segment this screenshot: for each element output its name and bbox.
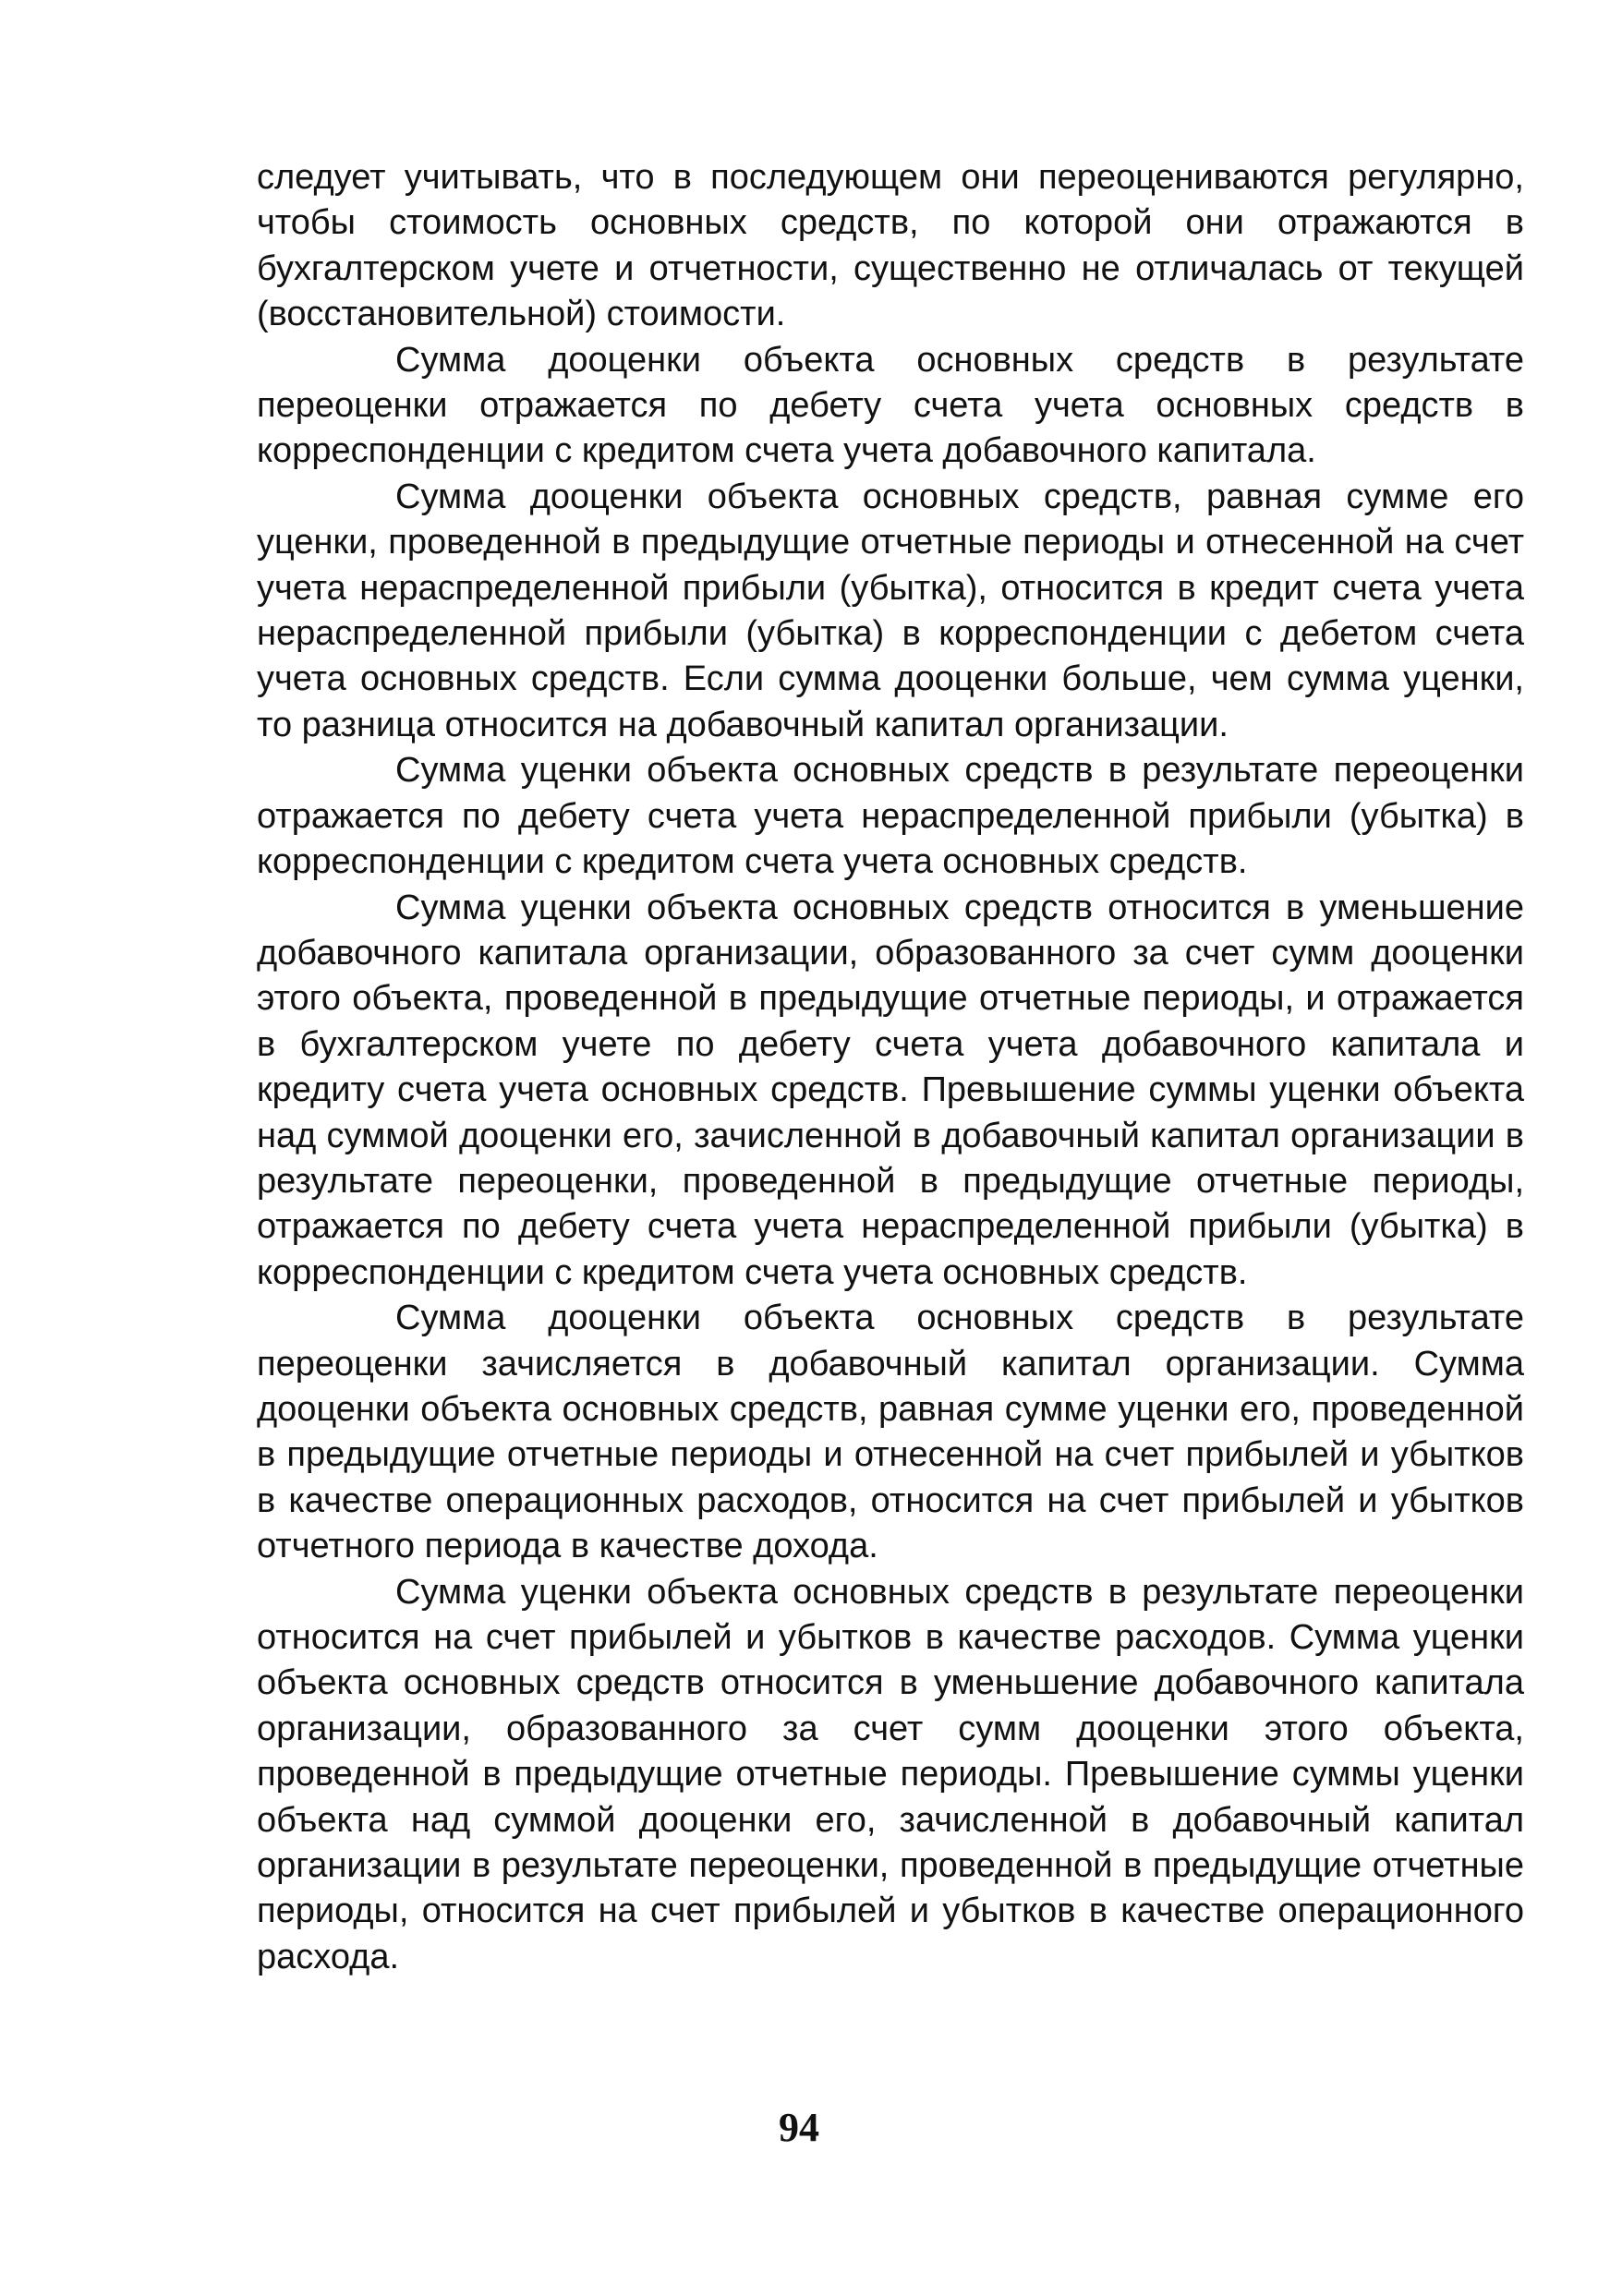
paragraph: Сумма дооценки объекта основных средств в результате переоценки отражается по дебету счета учета основных средств в корреспонденции с кредитом счета учета добавочного капитала.	[257, 340, 1524, 471]
paragraph: Сумма уценки объекта основных средств относится в уменьшение добавочного капитала организации, образованного за счет сумм дооценки этого объекта, проведенной в предыдущие отчетные периоды, и отражается в бухгалтерском учете по дебету счета учета добавочного капитала и кредиту счета учета основных средств. Превышение суммы уценки объекта над суммой дооценки его, зачисленной в добавочный капитал организации в результате переоценки, проведенной в предыдущие отчетные периоды, отражается по дебету счета учета нераспределенной прибыли (убытка) в корреспонденции с кредитом счета учета основных средств.	[257, 888, 1524, 1292]
paragraph: Сумма уценки объекта основных средств в результате переоценки относится на счет прибылей и убытков в качестве расходов. Сумма уценки объекта основных средств относится в уменьшение добавочного капитала организации, образованного за счет сумм дооценки этого объекта, проведенной в предыдущие отчетные периоды. Превышение суммы уценки объекта над суммой дооценки его, зачисленной в добавочный капитал организации в результате переоценки, проведенной в предыдущие отчетные периоды, относится на счет прибылей и убытков в качестве операционного расхода.	[257, 1572, 1524, 1976]
body-text	[257, 155, 1524, 1980]
paragraph: Сумма дооценки объекта основных средств, равная сумме его уценки, проведенной в предыдущие отчетные периоды и отнесенной на счет учета нераспределенной прибыли (убытка), относится в кредит счета учета нераспределенной прибыли (убытка) в корреспонденции с дебетом счета учета основных средств. Если сумма дооценки больше, чем сумма уценки, то разница относится на добавочный капитал организации.	[257, 477, 1524, 744]
paragraph-continuation: следует учитывать, что в последующем они переоцениваются регулярно, чтобы стоимость основных средств, по которой они отражаются в бухгалтерском учете и отчетности, существенно не отличалась от текущей (восстановительной) стоимости.	[257, 158, 1524, 334]
paragraph: Сумма уценки объекта основных средств в результате переоценки отражается по дебету счета учета нераспределенной прибыли (убытка) в корреспонденции с кредитом счета учета основных средств.	[257, 751, 1524, 882]
page-number: 94	[779, 2105, 819, 2150]
paragraph: Сумма дооценки объекта основных средств в результате переоценки зачисляется в добавочный капитал организации. Сумма дооценки объекта основных средств, равная сумме уценки его, проведенной в предыдущие отчетные периоды и отнесенной на счет прибылей и убытков в качестве операционных расходов, относится на счет прибылей и убытков отчетного периода в качестве дохода.	[257, 1299, 1524, 1566]
